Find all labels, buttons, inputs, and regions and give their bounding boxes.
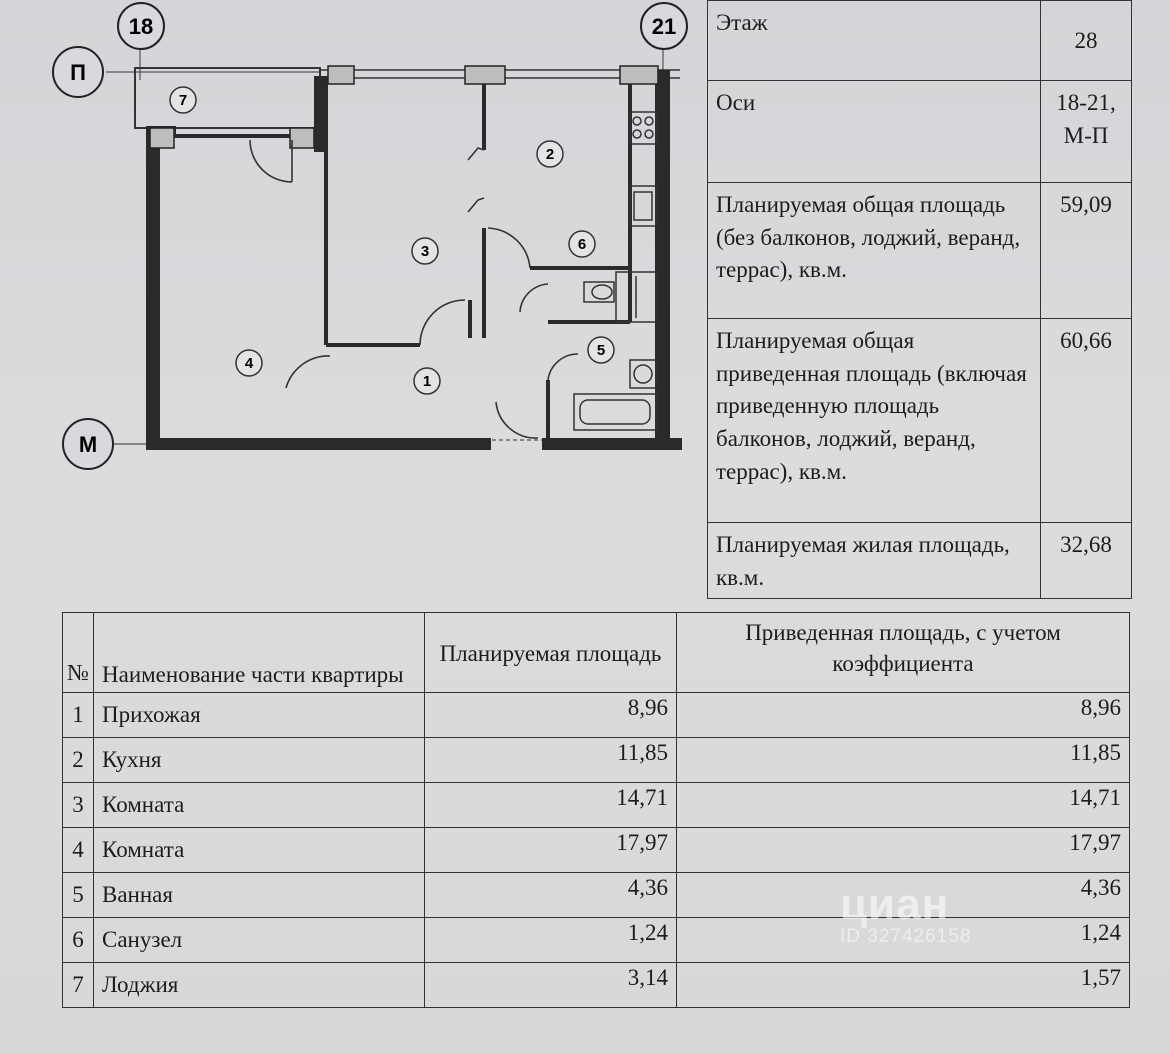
- room-label-1: [414, 368, 440, 394]
- table-row: [63, 918, 1130, 963]
- axis-bubble-18: [118, 3, 164, 49]
- row-reduced-area: 4,36: [677, 873, 1130, 918]
- kitchen-fixtures: [630, 112, 656, 226]
- table-row: [63, 828, 1130, 873]
- axis-bubble-21: [641, 3, 687, 49]
- summary-label: Оси: [708, 81, 1041, 183]
- svg-text:2: 2: [545, 146, 555, 163]
- table-row: [63, 873, 1130, 918]
- row-room-name: Комната: [94, 783, 425, 828]
- row-reduced-area: 11,85: [677, 738, 1130, 783]
- sanitary-fixtures: [574, 272, 656, 430]
- svg-text:5: 5: [596, 342, 606, 359]
- row-room-name: Комната: [94, 828, 425, 873]
- summary-row-floor: [708, 1, 1132, 81]
- axis-label-21: 21: [651, 14, 677, 39]
- row-room-name: Санузел: [94, 918, 425, 963]
- row-number: 7: [63, 963, 94, 1008]
- table-row: [63, 963, 1130, 1008]
- room-label-4: [236, 350, 262, 376]
- row-room-name: Лоджия: [94, 963, 425, 1008]
- summary-row-total-area: [708, 183, 1132, 319]
- summary-value: 28: [1041, 1, 1132, 81]
- svg-text:1: 1: [422, 373, 432, 390]
- rooms-table-header: [63, 613, 1130, 693]
- summary-row-living-area: [708, 523, 1132, 599]
- row-room-name: Ванная: [94, 873, 425, 918]
- row-reduced-area: 17,97: [677, 828, 1130, 873]
- interior-walls: [176, 84, 630, 438]
- axis-bubble-p: [53, 47, 103, 97]
- room-label-2: [537, 141, 563, 167]
- axis-label-p: П: [70, 60, 86, 85]
- room-label-5: [588, 337, 614, 363]
- watermark-logo: циан: [840, 880, 950, 929]
- summary-label: Планируемая общая приведенная площадь (включая приведенную площадь балконов, лоджий, веранд, террас), кв.м.: [708, 319, 1041, 523]
- door-swings: [250, 140, 578, 438]
- header-planned-area: Планируемая площадь: [425, 613, 677, 693]
- row-number: 1: [63, 693, 94, 738]
- row-room-name: Кухня: [94, 738, 425, 783]
- table-row: [63, 738, 1130, 783]
- rooms-area-table: [62, 612, 1130, 1008]
- summary-value: 59,09: [1041, 183, 1132, 319]
- row-reduced-area: 1,24: [677, 918, 1130, 963]
- room-label-7: [170, 87, 196, 113]
- table-row: [63, 783, 1130, 828]
- row-number: 3: [63, 783, 94, 828]
- header-room-name: Наименование части квартиры: [94, 613, 425, 693]
- row-planned-area: 17,97: [425, 828, 677, 873]
- row-planned-area: 14,71: [425, 783, 677, 828]
- row-reduced-area: 8,96: [677, 693, 1130, 738]
- row-number: 2: [63, 738, 94, 783]
- loggia-walls: [135, 68, 320, 128]
- apartment-summary-table: [707, 0, 1132, 599]
- table-row: [63, 693, 1130, 738]
- header-reduced-area: Приведенная площадь, с учетом коэффициента: [677, 613, 1130, 693]
- svg-text:4: 4: [244, 355, 254, 372]
- summary-value: 32,68: [1041, 523, 1132, 599]
- row-number: 6: [63, 918, 94, 963]
- svg-text:3: 3: [420, 243, 430, 260]
- row-planned-area: 8,96: [425, 693, 677, 738]
- summary-label: Планируемая жилая площадь, кв.м.: [708, 523, 1041, 599]
- summary-row-axes: [708, 81, 1132, 183]
- row-reduced-area: 1,57: [677, 963, 1130, 1008]
- axis-bubble-m: [63, 419, 113, 469]
- row-planned-area: 3,14: [425, 963, 677, 1008]
- axis-label-m: М: [78, 432, 98, 457]
- row-planned-area: 1,24: [425, 918, 677, 963]
- row-number: 4: [63, 828, 94, 873]
- svg-text:7: 7: [178, 92, 188, 109]
- summary-row-reduced-area: [708, 319, 1132, 523]
- summary-value: 18-21, М-П: [1041, 81, 1132, 183]
- row-reduced-area: 14,71: [677, 783, 1130, 828]
- room-label-6: [569, 231, 595, 257]
- summary-label: Этаж: [708, 1, 1041, 81]
- axis-label-18: 18: [128, 14, 154, 39]
- row-room-name: Прихожая: [94, 693, 425, 738]
- summary-label: Планируемая общая площадь (без балконов, лоджий, веранд, террас), кв.м.: [708, 183, 1041, 319]
- header-number: №: [63, 613, 94, 693]
- row-planned-area: 11,85: [425, 738, 677, 783]
- floor-plan: [0, 0, 700, 480]
- svg-text:6: 6: [577, 236, 587, 253]
- watermark-id: ID 327426158: [840, 926, 972, 947]
- row-planned-area: 4,36: [425, 873, 677, 918]
- summary-value: 60,66: [1041, 319, 1132, 523]
- room-label-3: [412, 238, 438, 264]
- row-number: 5: [63, 873, 94, 918]
